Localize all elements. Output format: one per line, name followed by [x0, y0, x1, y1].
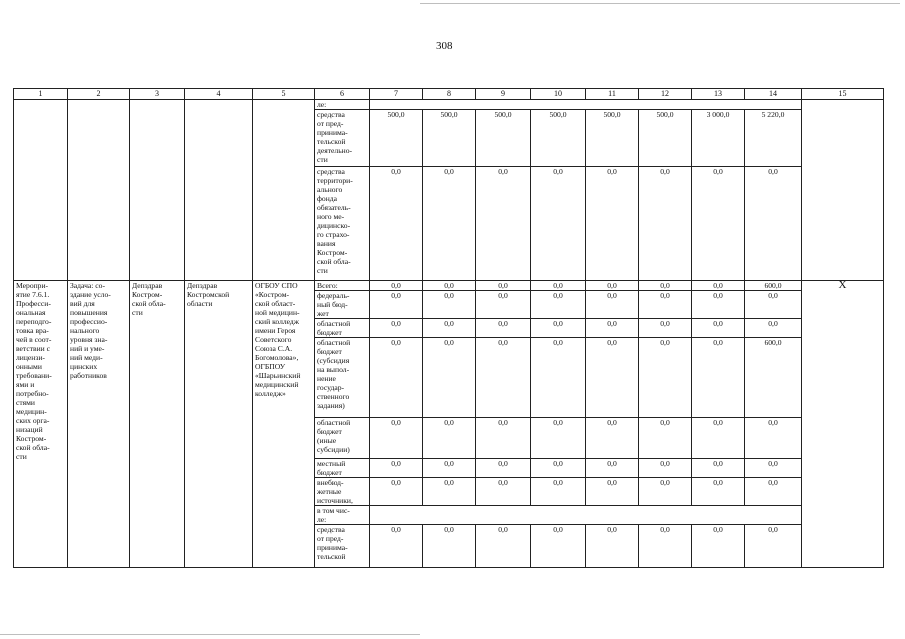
value-cell: 0,0 — [639, 459, 692, 478]
cell-col2-continuation — [68, 100, 130, 281]
value-cell: 0,0 — [370, 167, 423, 281]
value-cell: 0,0 — [531, 291, 586, 319]
column-header: 11 — [586, 89, 639, 100]
funding-source-label: Всего: — [315, 281, 370, 291]
responsible-executor-cell: Депздрав Костром- ской обла- сти — [130, 281, 185, 568]
column-header: 6 — [315, 89, 370, 100]
column-header: 10 — [531, 89, 586, 100]
page-number: 308 — [436, 40, 453, 52]
funding-source-label: в том чис- ле: — [315, 506, 370, 525]
value-cell: 0,0 — [531, 478, 586, 506]
value-cell: 0,0 — [586, 319, 639, 338]
value-cell: 0,0 — [586, 478, 639, 506]
value-cell: 0,0 — [423, 167, 476, 281]
value-cell: 0,0 — [745, 525, 802, 568]
column-header: 8 — [423, 89, 476, 100]
funding-source-label: средства от пред- принима- тельской — [315, 525, 370, 568]
value-cell: 500,0 — [531, 110, 586, 167]
value-cell: 0,0 — [586, 291, 639, 319]
value-cell: 5 220,0 — [745, 110, 802, 167]
column-header: 12 — [639, 89, 692, 100]
value-cell: 0,0 — [692, 281, 745, 291]
value-cell: 0,0 — [639, 291, 692, 319]
task-cell: Задача: со- здание усло- вий для повышения профессио- нального уровня зна- ний и уме- ний меди- цинских работников — [68, 281, 130, 568]
column-header: 15 — [802, 89, 884, 100]
value-cell: 0,0 — [692, 319, 745, 338]
value-cell: 600,0 — [745, 281, 802, 291]
value-cell: 0,0 — [531, 338, 586, 418]
empty-span-cell — [370, 506, 802, 525]
value-cell: 0,0 — [692, 338, 745, 418]
value-cell: 0,0 — [692, 291, 745, 319]
budget-table — [13, 88, 884, 568]
value-cell: 500,0 — [586, 110, 639, 167]
value-cell: 0,0 — [639, 338, 692, 418]
funding-source-label: средства от пред- принима- тельской деятельно- сти — [315, 110, 370, 167]
funding-source-label: средства территори- ального фонда обязатель- ного ме- дицинско- го страхо- вания Костром- ской обла- сти — [315, 167, 370, 281]
empty-span-cell — [370, 100, 802, 110]
value-cell: 0,0 — [423, 525, 476, 568]
co-executor-cell: Депздрав Костромской области — [185, 281, 253, 568]
value-cell: 0,0 — [745, 418, 802, 459]
value-cell: 0,0 — [692, 525, 745, 568]
value-cell: 0,0 — [370, 478, 423, 506]
scan-artifact-bottom — [0, 634, 420, 635]
value-cell: 0,0 — [476, 319, 531, 338]
value-cell: 0,0 — [531, 418, 586, 459]
column-header: 2 — [68, 89, 130, 100]
value-cell: 0,0 — [692, 167, 745, 281]
funding-source-label: областной бюджет (субсидия на выпол- нение государ- ственного задания) — [315, 338, 370, 418]
header-row — [14, 89, 884, 100]
value-cell: 0,0 — [586, 459, 639, 478]
funding-source-label: местный бюджет — [315, 459, 370, 478]
column-header: 13 — [692, 89, 745, 100]
value-cell: 0,0 — [639, 167, 692, 281]
funding-source-label: федераль- ный бюд- жет — [315, 291, 370, 319]
value-cell: 0,0 — [531, 167, 586, 281]
scan-artifact-top — [420, 3, 900, 4]
column-header: 4 — [185, 89, 253, 100]
value-cell: 0,0 — [745, 167, 802, 281]
value-cell: 600,0 — [745, 338, 802, 418]
value-cell: 0,0 — [476, 478, 531, 506]
value-cell: 0,0 — [370, 338, 423, 418]
value-cell: 0,0 — [370, 459, 423, 478]
value-cell: 0,0 — [586, 338, 639, 418]
value-cell: 0,0 — [531, 459, 586, 478]
value-cell: 0,0 — [692, 418, 745, 459]
value-cell: 500,0 — [370, 110, 423, 167]
table-row — [14, 100, 884, 110]
cell-col15-continuation — [802, 100, 884, 281]
funding-source-label: областной бюджет (иные субсидии) — [315, 418, 370, 459]
value-cell: 0,0 — [745, 319, 802, 338]
cell-col4-continuation — [185, 100, 253, 281]
column-header: 9 — [476, 89, 531, 100]
table-row — [14, 281, 884, 291]
value-cell: 0,0 — [692, 478, 745, 506]
value-cell: 0,0 — [745, 291, 802, 319]
participants-cell: ОГБОУ СПО «Костром- ской област- ной медицин- ский колледж имени Героя Советского Союза С.А. Богомолова», ОГБПОУ «Шарьинский медицинский колледж» — [253, 281, 315, 568]
measure-name-cell: Меропри- ятие 7.6.1. Професси- ональная переподго- товка вра- чей в соот- ветствии с лицензи- онными требовани- ями и потребно- стями медицин- ских орга- низаций Костром- ской обла- сти — [14, 281, 68, 568]
value-cell: 0,0 — [423, 418, 476, 459]
value-cell: 500,0 — [476, 110, 531, 167]
funding-source-label: ле: — [315, 100, 370, 110]
value-cell: 0,0 — [531, 281, 586, 291]
value-cell: 0,0 — [423, 459, 476, 478]
value-cell: 0,0 — [370, 291, 423, 319]
value-cell: 0,0 — [745, 459, 802, 478]
value-cell: 0,0 — [423, 281, 476, 291]
value-cell: 0,0 — [531, 319, 586, 338]
indicator-mark-cell: X — [802, 281, 884, 568]
value-cell: 0,0 — [586, 281, 639, 291]
value-cell: 500,0 — [423, 110, 476, 167]
value-cell: 0,0 — [370, 281, 423, 291]
value-cell: 0,0 — [370, 418, 423, 459]
column-header: 5 — [253, 89, 315, 100]
column-header: 14 — [745, 89, 802, 100]
value-cell: 3 000,0 — [692, 110, 745, 167]
column-header: 7 — [370, 89, 423, 100]
value-cell: 0,0 — [745, 478, 802, 506]
value-cell: 0,0 — [476, 167, 531, 281]
value-cell: 0,0 — [639, 281, 692, 291]
value-cell: 0,0 — [476, 281, 531, 291]
value-cell: 0,0 — [423, 291, 476, 319]
value-cell: 0,0 — [476, 525, 531, 568]
value-cell: 0,0 — [586, 525, 639, 568]
value-cell: 0,0 — [639, 478, 692, 506]
funding-source-label: областной бюджет — [315, 319, 370, 338]
value-cell: 0,0 — [423, 478, 476, 506]
cell-col1-continuation — [14, 100, 68, 281]
column-header: 1 — [14, 89, 68, 100]
value-cell: 0,0 — [370, 319, 423, 338]
value-cell: 0,0 — [423, 319, 476, 338]
value-cell: 0,0 — [586, 167, 639, 281]
value-cell: 0,0 — [370, 525, 423, 568]
value-cell: 0,0 — [476, 338, 531, 418]
value-cell: 0,0 — [531, 525, 586, 568]
funding-source-label: внебюд- жетные источники, — [315, 478, 370, 506]
value-cell: 0,0 — [476, 418, 531, 459]
value-cell: 0,0 — [639, 418, 692, 459]
cell-col5-continuation — [253, 100, 315, 281]
value-cell: 500,0 — [639, 110, 692, 167]
value-cell: 0,0 — [476, 459, 531, 478]
value-cell: 0,0 — [639, 525, 692, 568]
value-cell: 0,0 — [423, 338, 476, 418]
value-cell: 0,0 — [476, 291, 531, 319]
cell-col3-continuation — [130, 100, 185, 281]
column-header: 3 — [130, 89, 185, 100]
value-cell: 0,0 — [639, 319, 692, 338]
value-cell: 0,0 — [586, 418, 639, 459]
value-cell: 0,0 — [692, 459, 745, 478]
